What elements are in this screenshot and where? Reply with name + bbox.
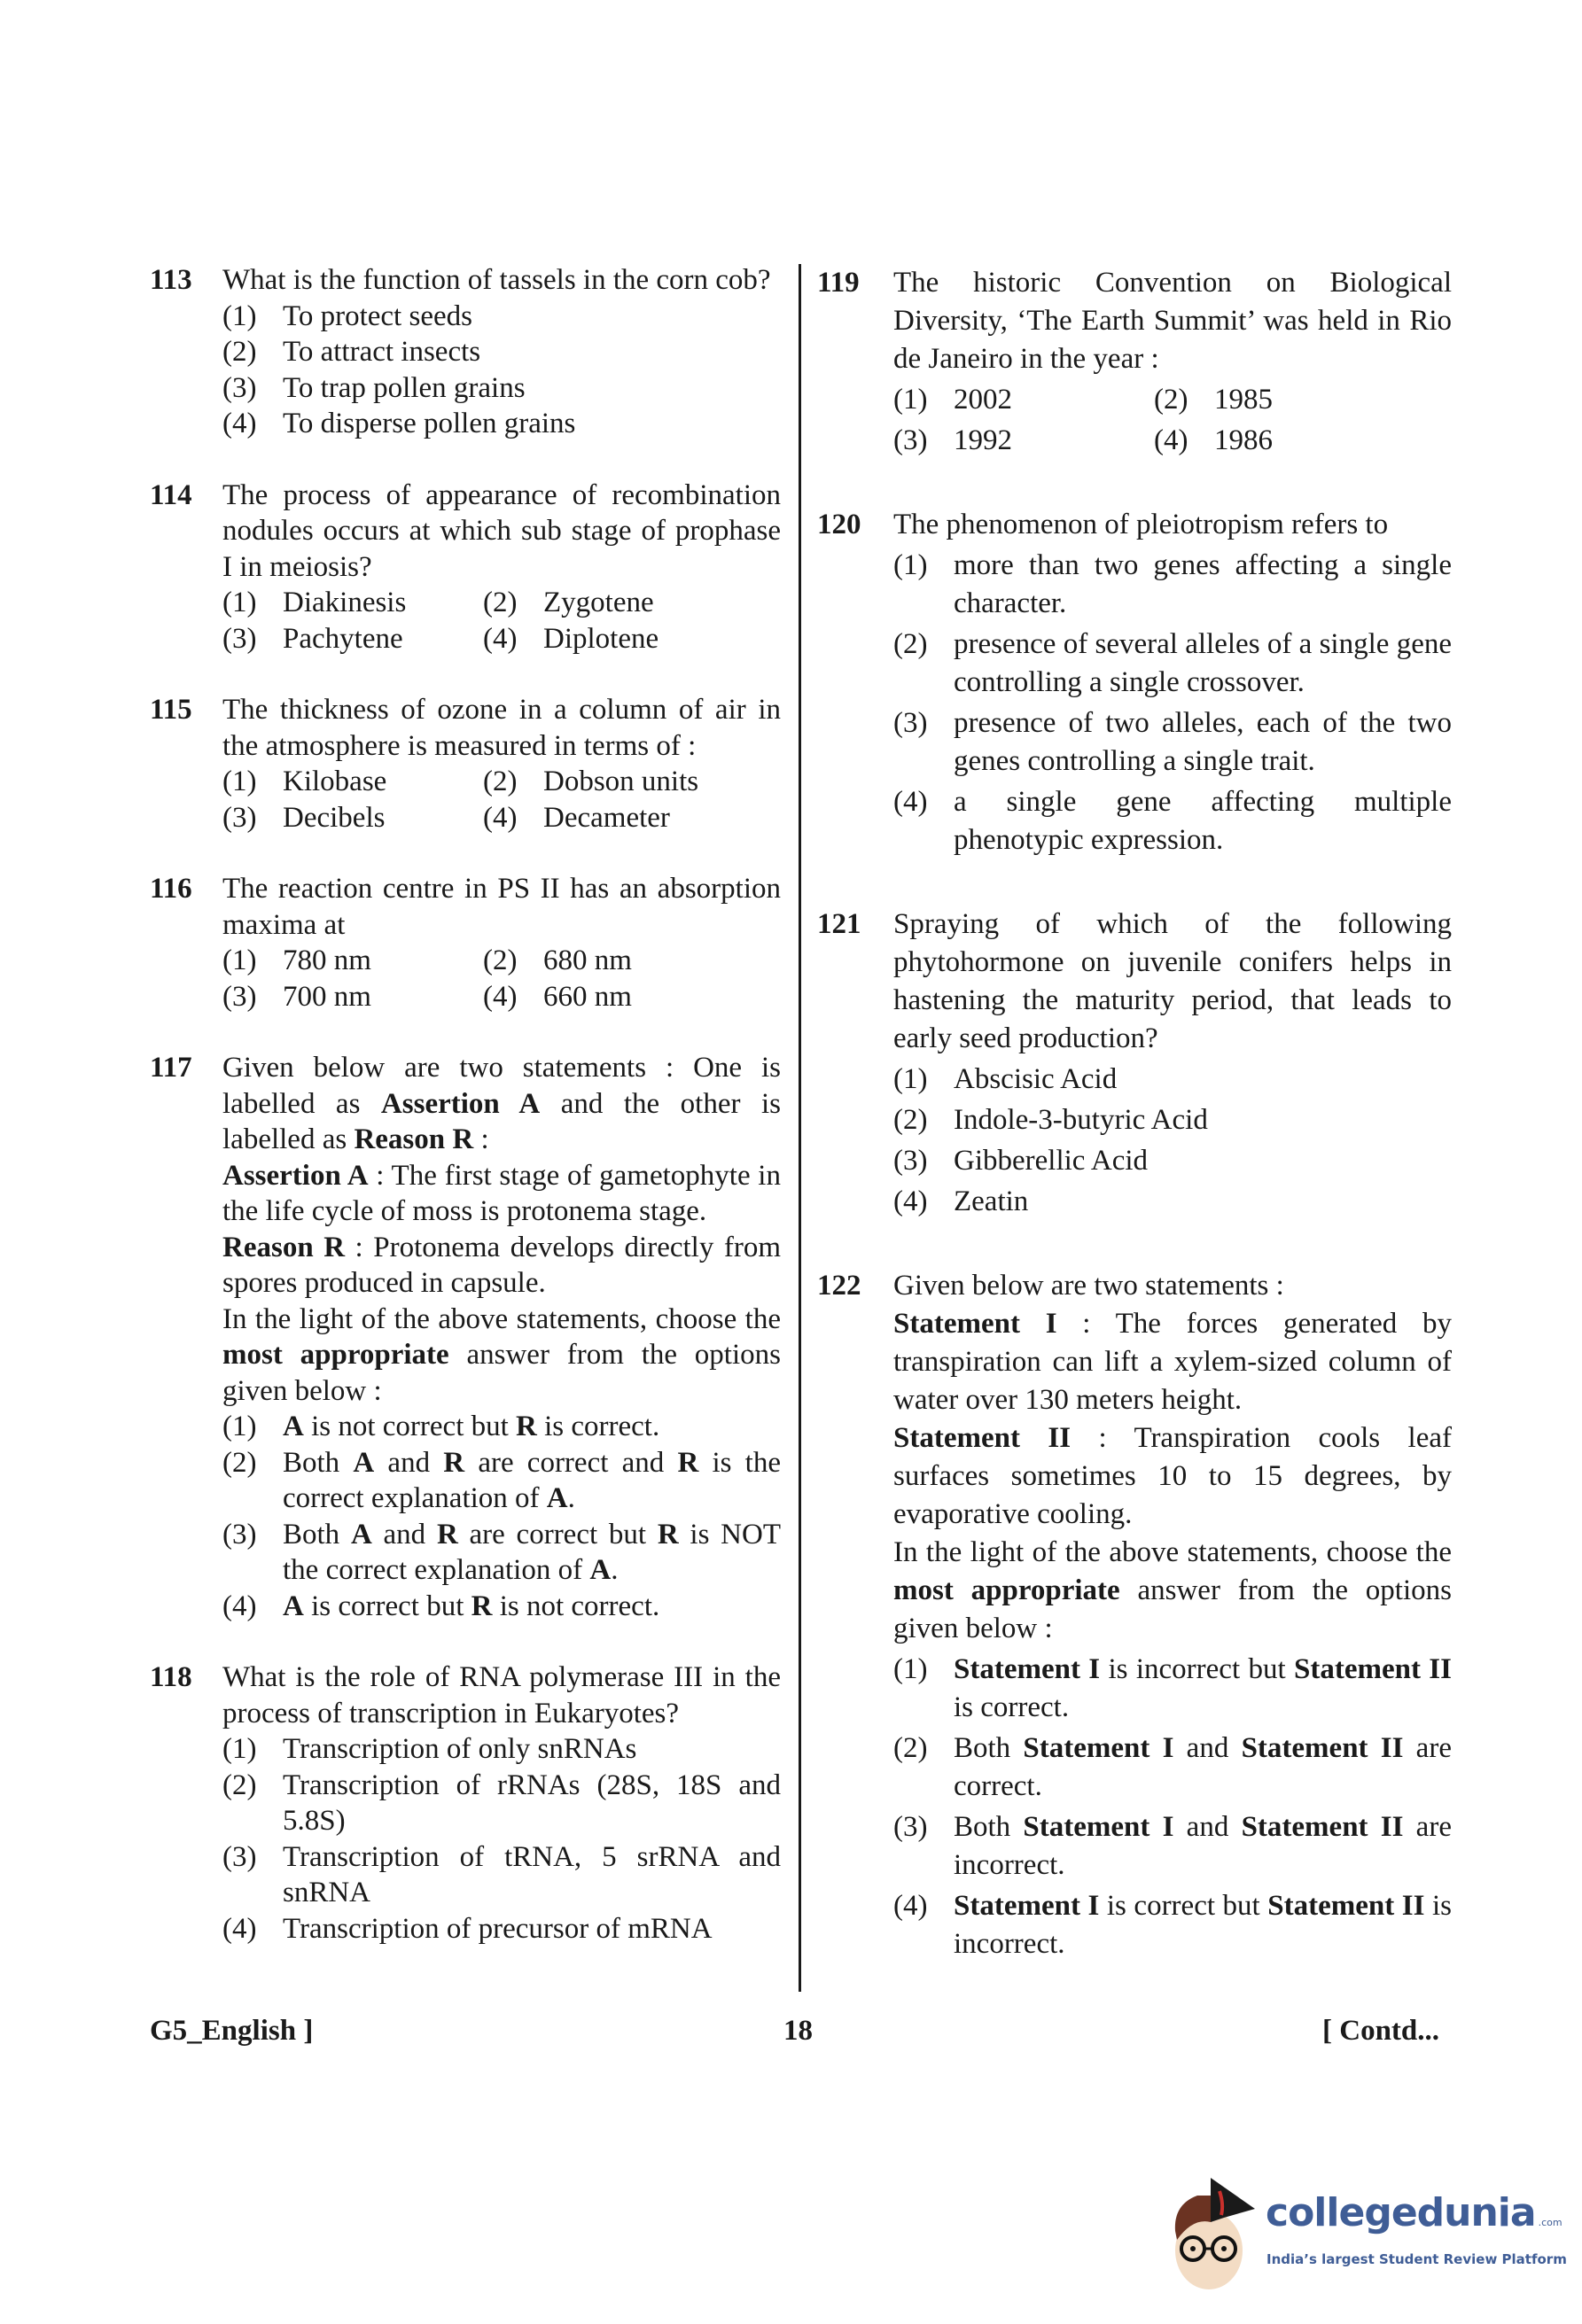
option-1 [222, 943, 483, 979]
question-120 [817, 506, 1452, 859]
option-1 [222, 585, 483, 621]
option-text: a single gene affecting multiple phenotypic expression. [954, 786, 1452, 856]
option-3 [893, 1808, 1452, 1885]
options-list [222, 943, 781, 1014]
option-label: (1) [222, 1733, 257, 1765]
text-segment: is incorrect but [1100, 1653, 1294, 1685]
option-text: Zygotene [543, 587, 654, 618]
option-label: (4) [893, 1890, 928, 1922]
footer-page-number: 18 [783, 2015, 813, 2047]
text-segment: and the other is labelled as [222, 1087, 781, 1155]
text-segment: is correct but [1099, 1890, 1268, 1922]
option-label: (4) [222, 408, 257, 439]
option-text: Abscisic Acid [954, 1063, 1118, 1095]
bold-text: A [353, 1446, 375, 1479]
option-3 [893, 422, 1154, 460]
option-label: (4) [1154, 424, 1188, 456]
option-label: (3) [222, 371, 257, 404]
bold-text: Assertion A [380, 1087, 541, 1120]
text-segment: and [1173, 1732, 1242, 1764]
option-text: To attract insects [283, 336, 481, 368]
text-segment: is correct. [536, 1411, 660, 1442]
text-segment: and [371, 1518, 437, 1551]
question-stem: What is the function of tassels in the corn cob? [222, 264, 771, 296]
bold-text: Assertion A [222, 1159, 369, 1192]
option-text: Kilobase [283, 766, 387, 797]
option-text: Zeatin [954, 1185, 1029, 1217]
text-segment: are correct and [464, 1446, 678, 1479]
question-number: 122 [817, 1270, 861, 1302]
question-stem: The phenomenon of pleiotropism refers to [893, 509, 1389, 540]
option-label: (3) [893, 1145, 928, 1177]
question-paragraph [222, 1230, 781, 1302]
bold-text: R [443, 1446, 465, 1479]
question-paragraph [893, 1419, 1452, 1534]
bold-text: R [436, 1518, 458, 1551]
bold-text: A [350, 1518, 372, 1551]
question-number: 119 [817, 267, 860, 299]
option-2 [222, 334, 781, 370]
option-label: (2) [893, 1732, 928, 1764]
bold-text: R [657, 1518, 679, 1551]
option-text: Decameter [543, 801, 670, 834]
bold-text: R [471, 1589, 493, 1622]
option-3 [893, 1142, 1452, 1180]
text-segment: is incorrect. [954, 1890, 1452, 1960]
option-label: (3) [222, 1840, 257, 1873]
option-text: To protect seeds [283, 299, 472, 332]
option-label: (1) [222, 944, 257, 976]
option-label: (4) [893, 1185, 928, 1217]
bold-text: R [516, 1411, 537, 1442]
options-list [893, 1651, 1452, 1963]
question-stem: The historic Convention on Biological Diversity, ‘The Earth Summit’ was held in Rio de Janeiro in the year : [893, 267, 1452, 375]
bold-text: Statement I [954, 1653, 1101, 1685]
option-1 [893, 547, 1452, 623]
question-119 [817, 264, 1452, 460]
logo-tagline: India’s largest Student Review Platform [1266, 2251, 1567, 2267]
option-label: (3) [893, 707, 928, 739]
text-segment: Given below are two statements : [893, 1270, 1284, 1302]
question-paragraph [222, 1050, 781, 1158]
bold-text: A [589, 1554, 612, 1586]
option-2 [483, 764, 781, 800]
column-divider [799, 264, 801, 1992]
option-1 [222, 1731, 781, 1768]
option-text: Decibels [283, 801, 386, 834]
option-text: Indole-3-butyric Acid [954, 1104, 1208, 1136]
option-4 [483, 800, 781, 836]
text-segment: are correct. [954, 1732, 1452, 1802]
bold-text: Reason R [222, 1231, 346, 1263]
options-list [893, 378, 1452, 460]
text-segment: and [1173, 1811, 1242, 1843]
text-segment: : The first stage of gametophyte in the life cycle of moss is protonema stage. [222, 1159, 781, 1227]
footer [0, 2013, 1582, 2057]
option-label: (2) [1154, 384, 1188, 416]
bold-text: Statement I [893, 1308, 1057, 1340]
option-label: (2) [222, 336, 257, 368]
option-text: Gibberellic Acid [954, 1145, 1149, 1177]
option-text: Transcription of only snRNAs [283, 1733, 637, 1765]
option-label: (1) [893, 384, 928, 416]
text-segment: Given below are two statements : One is labelled as [222, 1052, 781, 1120]
text-segment: In the light of the above statements, choose the [222, 1302, 781, 1335]
bold-text: Reason R [354, 1123, 474, 1155]
text-segment: are correct but [457, 1518, 658, 1551]
question-paragraph [222, 1302, 781, 1410]
option-3 [222, 979, 483, 1015]
bold-text: Statement II [1241, 1811, 1404, 1843]
option-label: (1) [893, 549, 928, 581]
text-segment: Both [283, 1518, 351, 1551]
question-paragraph [893, 1534, 1452, 1648]
text-segment: . [567, 1482, 575, 1514]
text-segment: : Transpiration cools leaf surfaces sometimes 10 to 15 degrees, by evaporative cooling. [893, 1422, 1452, 1530]
footer-paper-code: G5_English ] [150, 2015, 314, 2047]
logo-wordmark: collegedunia [1266, 2190, 1536, 2235]
text-segment: is correct. [954, 1691, 1070, 1723]
option-3 [222, 1839, 781, 1911]
option-1 [893, 381, 1154, 419]
option-text: 1992 [954, 424, 1012, 456]
options-list [222, 1731, 781, 1947]
text-segment: is not correct. [492, 1589, 660, 1622]
question-stem: The reaction centre in PS II has an absorption maxima at [222, 873, 781, 941]
option-1 [893, 1061, 1452, 1099]
option-label: (1) [893, 1653, 928, 1685]
option-3 [222, 800, 483, 836]
question-number: 113 [150, 264, 192, 296]
question-115 [150, 692, 781, 836]
text-segment: is correct but [303, 1589, 471, 1622]
option-2 [483, 585, 781, 621]
options-list [893, 1061, 1452, 1221]
option-4 [893, 1183, 1452, 1221]
question-number: 115 [150, 694, 192, 726]
option-text: To trap pollen grains [283, 371, 526, 404]
options-list [893, 547, 1452, 859]
option-text: Pachytene [283, 622, 403, 655]
option-label: (3) [222, 622, 257, 655]
option-label: (4) [893, 786, 928, 818]
option-label: (1) [222, 766, 257, 797]
question-118 [150, 1659, 781, 1947]
text-segment: In the light of the above statements, choose the [893, 1536, 1452, 1568]
options-list [222, 585, 781, 657]
question-stem: The thickness of ozone in a column of air in the atmosphere is measured in terms of : [222, 694, 781, 762]
option-label: (3) [222, 980, 257, 1013]
bold-text: A [546, 1482, 568, 1514]
option-text: Diplotene [543, 622, 659, 655]
right-column [817, 262, 1452, 2013]
option-label: (1) [893, 1063, 928, 1095]
question-113 [150, 262, 781, 442]
question-number: 121 [817, 908, 861, 940]
question-number: 116 [150, 873, 192, 905]
option-text: Transcription of precursor of mRNA [283, 1912, 713, 1945]
option-text: 1985 [1214, 384, 1273, 416]
option-text: 780 nm [283, 944, 371, 976]
text-segment: . [611, 1554, 619, 1586]
question-stem: What is the role of RNA polymerase III in the process of transcription in Eukaryotes? [222, 1661, 781, 1729]
question-paragraph [222, 1158, 781, 1230]
left-column [150, 262, 781, 2013]
option-1 [222, 764, 483, 800]
option-4 [483, 621, 781, 657]
option-4 [893, 783, 1452, 859]
text-segment: is not correct but [303, 1411, 517, 1442]
options-list [222, 764, 781, 836]
option-label: (4) [483, 980, 518, 1013]
text-segment: : [473, 1123, 489, 1155]
bold-text: Statement I [1023, 1732, 1174, 1764]
option-3 [222, 1517, 781, 1589]
option-4 [483, 979, 781, 1015]
option-4 [222, 1589, 781, 1625]
bold-text: Statement II [1241, 1732, 1404, 1764]
options-list [222, 1409, 781, 1624]
bold-text: R [677, 1446, 699, 1479]
option-text: Diakinesis [283, 587, 407, 618]
bold-text: Statement II [893, 1422, 1072, 1454]
option-4 [222, 406, 781, 442]
question-117 [150, 1050, 781, 1624]
option-text: presence of several alleles of a single gene controlling a single crossover. [954, 628, 1452, 698]
option-text: Dobson units [543, 766, 699, 797]
option-3 [893, 704, 1452, 781]
option-1 [222, 1409, 781, 1445]
question-number: 118 [150, 1661, 192, 1693]
option-label: (2) [483, 587, 518, 618]
option-label: (2) [893, 628, 928, 660]
text-segment: and [374, 1446, 444, 1479]
option-2 [893, 626, 1452, 702]
question-121 [817, 906, 1452, 1221]
option-text: 2002 [954, 384, 1012, 416]
option-label: (2) [222, 1768, 257, 1801]
option-label: (1) [222, 1411, 257, 1442]
bold-text: Statement II [1267, 1890, 1425, 1922]
option-text: 680 nm [543, 944, 632, 976]
option-label: (3) [222, 1518, 257, 1551]
option-text: 660 nm [543, 980, 632, 1013]
option-label: (2) [483, 944, 518, 976]
question-114 [150, 478, 781, 657]
logo-wordmark-row [1266, 2188, 1563, 2238]
logo-suffix: .com [1538, 2217, 1563, 2228]
bold-text: Statement I [1023, 1811, 1174, 1843]
option-label: (1) [222, 587, 257, 618]
bold-text: A [283, 1411, 304, 1442]
text-segment: Both [954, 1732, 1024, 1764]
option-2 [1154, 381, 1452, 419]
option-4 [222, 1911, 781, 1947]
collegedunia-logo [1157, 2169, 1574, 2293]
text-segment: are incorrect. [954, 1811, 1452, 1881]
option-label: (4) [483, 622, 518, 655]
option-label: (4) [222, 1589, 257, 1622]
question-number: 120 [817, 509, 861, 540]
bold-text: Statement I [954, 1890, 1100, 1922]
bold-text: most appropriate [222, 1339, 449, 1371]
option-2 [222, 1768, 781, 1839]
option-2 [483, 943, 781, 979]
question-paragraph [893, 1267, 1452, 1305]
option-label: (4) [222, 1912, 257, 1945]
option-2 [893, 1101, 1452, 1139]
option-text: Transcription of rRNAs (28S, 18S and 5.8S) [283, 1768, 781, 1837]
question-116 [150, 871, 781, 1014]
option-text: 1986 [1214, 424, 1273, 456]
question-stem: Spraying of which of the following phytohormone on juvenile conifers helps in hastening the maturity period, that leads to early seed production? [893, 908, 1452, 1054]
option-label: (2) [222, 1446, 257, 1479]
question-columns [0, 262, 1582, 2013]
options-list [222, 299, 781, 442]
bold-text: A [283, 1589, 304, 1622]
text-segment: : The forces generated by transpiration can lift a xylem-sized column of water over 130 meters height. [893, 1308, 1452, 1416]
option-3 [222, 370, 781, 407]
option-label: (4) [483, 801, 518, 834]
option-2 [893, 1729, 1452, 1806]
option-label: (3) [222, 801, 257, 834]
text-segment: answer from the options given below : [893, 1574, 1452, 1644]
question-number: 114 [150, 478, 192, 511]
question-122 [817, 1267, 1452, 1963]
text-segment: answer from the options given below : [222, 1339, 781, 1407]
question-stem: The process of appearance of recombination nodules occurs at which sub stage of prophase I in meiosis? [222, 478, 781, 583]
option-text: To disperse pollen grains [283, 408, 576, 439]
question-number: 117 [150, 1052, 192, 1084]
footer-continued: [ Contd... [1322, 2015, 1440, 2047]
option-label: (3) [893, 424, 928, 456]
option-4 [1154, 422, 1452, 460]
option-1 [893, 1651, 1452, 1727]
bold-text: most appropriate [893, 1574, 1120, 1606]
text-segment: is the correct explanation of [283, 1446, 781, 1514]
mascot-icon [1157, 2169, 1264, 2293]
option-text: presence of two alleles, each of the two genes controlling a single trait. [954, 707, 1452, 777]
option-1 [222, 299, 781, 335]
question-paragraph [893, 1305, 1452, 1419]
bold-text: Statement II [1294, 1653, 1452, 1685]
option-label: (2) [483, 766, 518, 797]
option-text: more than two genes affecting a single character. [954, 549, 1452, 619]
text-segment: : Protonema develops directly from spores produced in capsule. [222, 1231, 781, 1299]
option-label: (3) [893, 1811, 928, 1843]
option-text: 700 nm [283, 980, 371, 1013]
option-label: (2) [893, 1104, 928, 1136]
text-segment: Both [283, 1446, 354, 1479]
text-segment: is NOT the correct explanation of [283, 1518, 781, 1586]
option-2 [222, 1445, 781, 1517]
option-label: (1) [222, 299, 257, 332]
option-3 [222, 621, 483, 657]
text-segment: Both [954, 1811, 1024, 1843]
option-text: Transcription of tRNA, 5 srRNA and snRNA [283, 1840, 781, 1908]
option-4 [893, 1887, 1452, 1963]
